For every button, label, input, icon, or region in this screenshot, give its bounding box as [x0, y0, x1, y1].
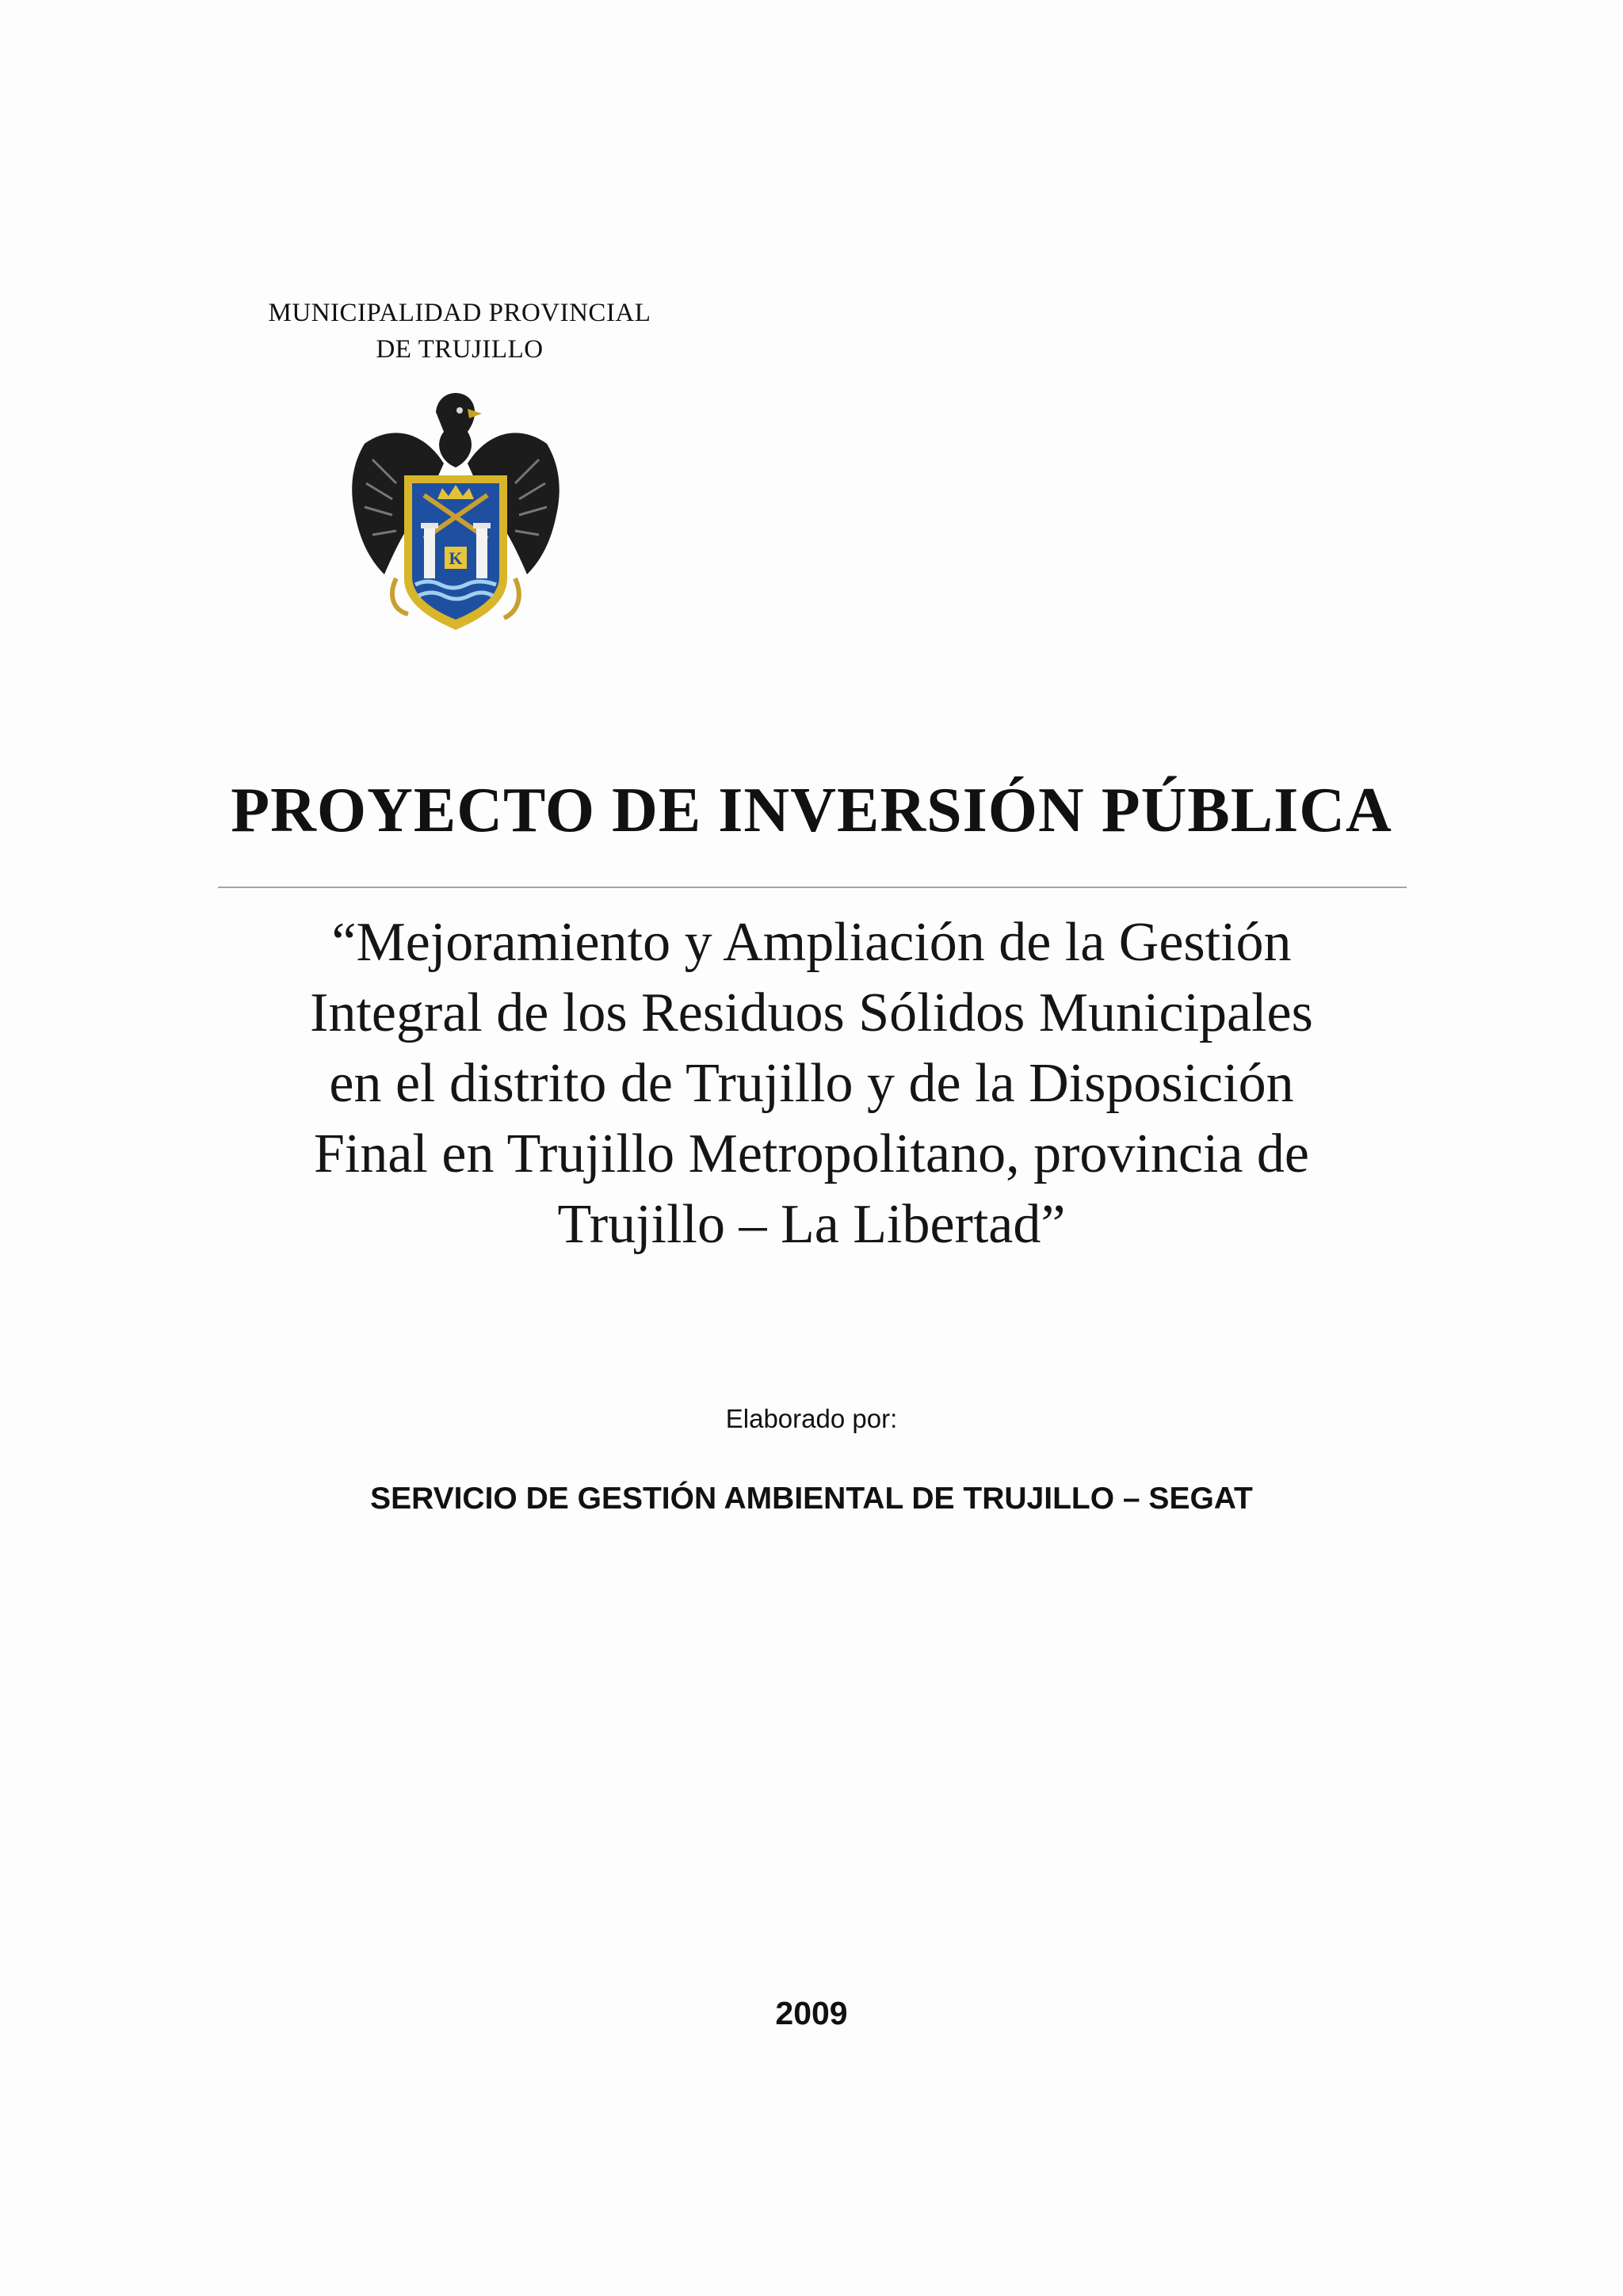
project-name-line: Final en Trujillo Metropolitano, provincia de [313, 1123, 1309, 1184]
project-name-line: en el distrito de Trujillo y de la Disposición [329, 1053, 1294, 1114]
institution-line-2: DE TRUJILLO [376, 335, 544, 364]
svg-text:K: K [449, 548, 463, 568]
municipal-coat-of-arms-icon [349, 388, 563, 642]
document-title: PROYECTO DE INVERSIÓN PÚBLICA [231, 776, 1392, 845]
institution-line-1: MUNICIPALIDAD PROVINCIAL [268, 299, 651, 327]
publication-year: 2009 [775, 1995, 848, 2031]
project-name-line: Trujillo – La Libertad” [557, 1194, 1066, 1255]
project-name [198, 907, 1425, 1260]
project-name-line: “Mejoramiento y Ampliación de la Gestión [331, 912, 1292, 973]
project-name-line: Integral de los Residuos Sólidos Municipales [310, 982, 1313, 1043]
institution-name [238, 295, 682, 368]
prepared-by-label: Elaborado por: [725, 1404, 898, 1433]
organization-name: SERVICIO DE GESTIÓN AMBIENTAL DE TRUJILLO – SEGAT [370, 1482, 1253, 1516]
title-divider [218, 887, 1407, 888]
